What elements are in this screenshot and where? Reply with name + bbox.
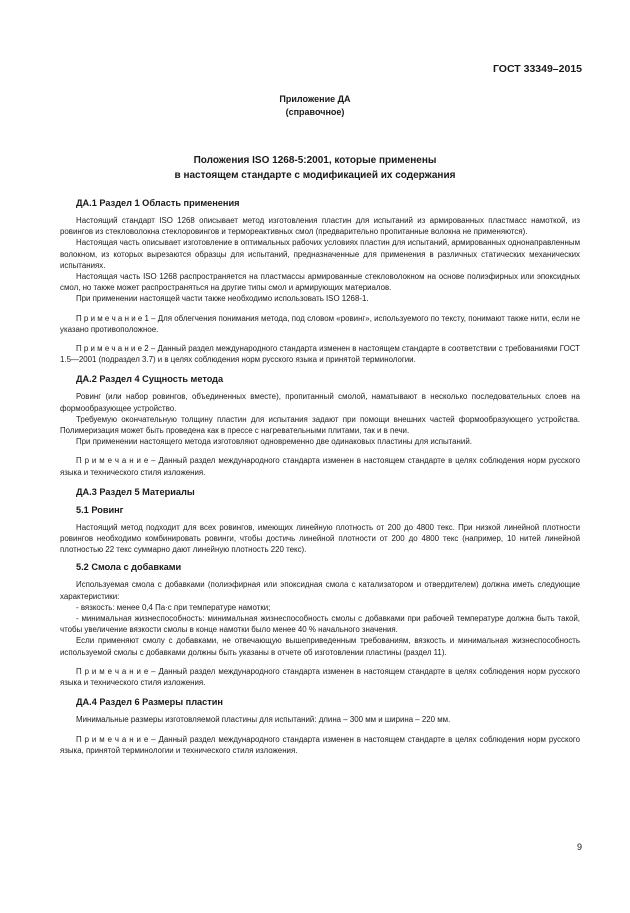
document-body xyxy=(60,190,580,764)
note-label: П р и м е ч а н и е xyxy=(76,734,149,744)
paragraph: Ровинг (или набор ровингов, объединенных вместе), пропитанный смолой, наматывают в несколько последовательных слоев на формообразующее устройство. xyxy=(60,392,580,413)
paragraph: Настоящая часть описывает изготовление в оптимальных рабочих условиях пластин для испытаний, армированных однонаправленным волокном, из которых вырезаются образцы для испытаний, предназначенные для применения в различных статических механических испытаниях. xyxy=(60,238,580,270)
note xyxy=(60,343,580,365)
note-text: – Данный раздел международного стандарта изменен в настоящем стандарте в целях соблюдения норм русского языка и технического стиля изложения. xyxy=(60,456,580,477)
note-text: – Данный раздел международного стандарта изменен в настоящем стандарте в целях соблюдения норм русского языка, принятой терминологии и технического стиля изложения. xyxy=(60,734,580,755)
document-title xyxy=(60,153,570,183)
paragraph: Требуемую окончательную толщину пластин для испытания задают при помощи внешних частей формообразующего устройства. Полимеризация может быть проведена как в прессе с нагревательными плитами, так и в печи. xyxy=(60,414,580,436)
title-line-2: в настоящем стандарте с модификацией их содержания xyxy=(174,170,456,181)
paragraph: Используемая смола с добавками (полиэфирная или эпоксидная смола с катализатором и отвердителем) должна иметь следующие характеристики: xyxy=(60,580,580,601)
note xyxy=(60,313,580,335)
note xyxy=(60,455,580,477)
paragraph: Настоящий стандарт ISO 1268 описывает метод изготовления пластин для испытаний из армированных пластмасс намоткой, из ровингов из стекловолокна стеклоровингов и термореактивных смол (предварительно пропитанные волокна не применяются). xyxy=(60,216,580,237)
paragraph: Минимальные размеры изготовляемой пластины для испытаний: длина – 300 мм и ширина – 220 мм. xyxy=(76,715,451,725)
note xyxy=(60,734,580,756)
note-text: – Для облегчения понимания метода, под словом «ровинг», используемого по тексту, понимают также нити, если не указано противоположное. xyxy=(60,313,580,334)
note-label: П р и м е ч а н и е 1 xyxy=(76,313,149,323)
paragraph: При применении настоящей части также необходимо использовать ISO 1268-1. xyxy=(76,294,369,304)
note xyxy=(60,666,580,688)
annex-heading xyxy=(0,93,630,119)
paragraph: Настоящая часть ISO 1268 распространяется на пластмассы армированные стекловолокном на основе полиэфирных или эпоксидных смол, но также может распространяться на другие типы смол и армирующих материалов. xyxy=(60,272,580,293)
note-label: П р и м е ч а н и е xyxy=(76,456,149,466)
subsection-heading: 5.2 Смола с добавками xyxy=(76,562,182,573)
note-label: П р и м е ч а н и е xyxy=(76,666,149,676)
section-heading-3: ДА.3 Раздел 5 Материалы xyxy=(76,486,195,497)
annex-subtitle: (справочное) xyxy=(285,107,345,117)
title-line-1: Положения ISO 1268-5:2001, которые применены xyxy=(193,155,437,166)
page-number: 9 xyxy=(576,842,582,852)
note-text: – Данный раздел международного стандарта изменен в настоящем стандарте в соответствии с требованиями ГОСТ 1.5—2001 (подраздел 3.7) и в целях соблюдения норм русского языка и принятой терминологии. xyxy=(60,344,581,365)
note-label: П р и м е ч а н и е 2 xyxy=(76,344,149,354)
paragraph: Если применяют смолу с добавками, не отвечающую вышеприведенным требованиям, вязкость и минимальная жизнеспособность используемой смолы с добавками должны быть указаны в отчете об изготовлении пластины (раздел 11). xyxy=(60,636,580,657)
section-heading-2: ДА.2 Раздел 4 Сущность метода xyxy=(76,374,224,385)
standard-number: ГОСТ 33349–2015 xyxy=(492,63,582,75)
annex-title: Приложение ДА xyxy=(279,94,351,104)
section-heading-4: ДА.4 Раздел 6 Размеры пластин xyxy=(76,697,223,708)
list-item: - вязкость: менее 0,4 Па·с при температуре намотки; xyxy=(76,602,271,612)
section-heading-1: ДА.1 Раздел 1 Область применения xyxy=(76,198,240,208)
paragraph: Настоящий метод подходит для всех ровингов, имеющих линейную плотность от 200 до 4800 текс. При низкой линейной плотности ровингов необходимо комбинировать ровинги, чтобы достичь линейной плотности от 200 до 4800 текс (например, 10 нитей линейной плотностью 22 текс суммарно дают линейную плотность 220 текс). xyxy=(60,522,580,555)
list-item: - минимальная жизнеспособность: минимальная жизнеспособность смолы с добавками при рабочей температуре должна быть такой, чтобы увеличение вязкости смолы в конце намотки было менее 40 % начального значения. xyxy=(60,614,580,635)
subsection-heading: 5.1 Ровинг xyxy=(76,504,124,515)
paragraph: При применении настоящего метода изготовляют одновременно две одинаковых пластины для испытаний. xyxy=(76,437,472,447)
note-text: – Данный раздел международного стандарта изменен в настоящем стандарте в целях соблюдения норм русского языка и технического стиля изложения. xyxy=(60,666,580,688)
